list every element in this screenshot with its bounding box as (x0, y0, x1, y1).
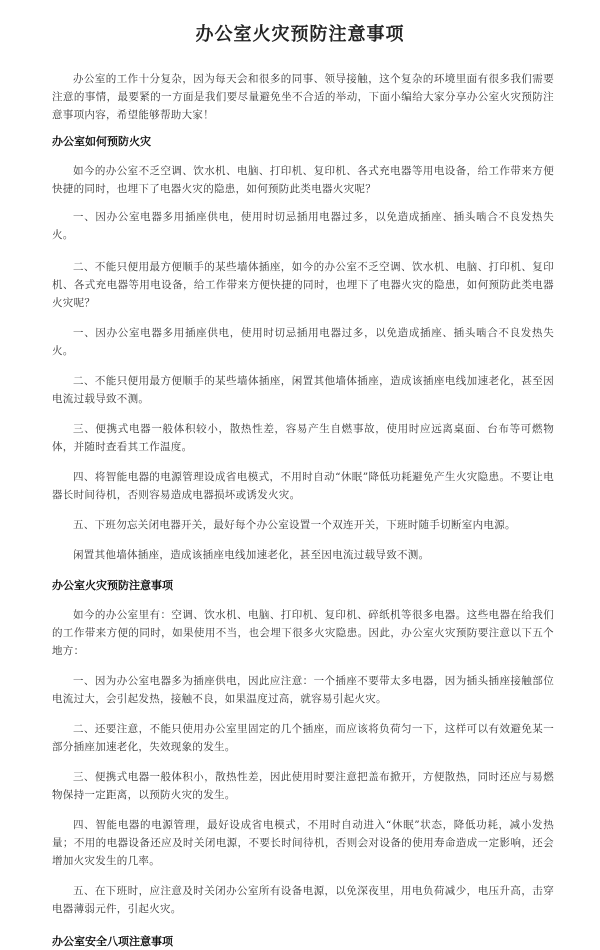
paragraph: 如今的办公室里有：空调、饮水机、电脑、打印机、复印机、碎纸机等很多电器。这些电器在给我们的工作带来方便的同时，如果使用不当，也会埋下很多火灾隐患。因此，办公室火灾预防要注意以下五个地方： (52, 609, 554, 657)
paragraph: 五、下班勿忘关闭电器开关，最好每个办公室设置一个双连开关，下班时随手切断室内电源。 (73, 519, 516, 531)
paragraph: 一、因办公室电器多用插座供电，使用时切忌插用电器过多，以免造成插座、插头啮合不良发热失火。 (52, 327, 554, 357)
paragraph: 二、还要注意，不能只使用办公室里固定的几个插座，而应该将负荷匀一下，这样可以有效避免某一部分插座加速老化，失效现象的发生。 (52, 723, 554, 753)
paragraph: 一、因为办公室电器多为插座供电，因此应注意：一个插座不要带太多电器，因为插头插座接触部位电流过大，会引起发热，接触不良，如果温度过高，就容易引起火灾。 (52, 675, 554, 705)
paragraph: 二、不能只便用最方便顺手的某些墙体插座，如今的办公室不乏空调、饮水机、电脑、打印机、复印机、各式充电器等用电设备，给工作带来方便快捷的同时，也埋下了电器火灾的隐患，如何预防此类电器火灾呢？ (52, 261, 554, 309)
paragraph: 二、不能只便用最方便顺手的某些墙体插座，闲置其他墙体插座，造成该插座电线加速老化，甚至因电流过载导致不测。 (52, 375, 554, 405)
section-heading: 办公室如何预防火灾 (52, 135, 151, 148)
paragraph: 如今的办公室不乏空调、饮水机、电脑、打印机、复印机、各式充电器等用电设备，给工作带来方便快捷的同时，也埋下了电器火灾的隐患，如何预防此类电器火灾呢？ (52, 165, 554, 195)
paragraph: 四、将智能电器的电源管理设成省电模式，不用时自动“休眠”降低功耗避免产生火灾隐患。不要让电器长时间待机，否则容易造成电器损坏或诱发火灾。 (52, 471, 554, 501)
paragraph: 五、在下班时，应注意及时关闭办公室所有设备电源，以免深夜里，用电负荷减少，电压升高，击穿电器薄弱元件，引起火灾。 (52, 885, 554, 915)
section-heading: 办公室火灾预防注意事项 (52, 579, 173, 592)
section-heading: 办公室安全八项注意事项 (52, 935, 173, 948)
paragraph: 三、便携式电器一般体积小，散热性差，因此使用时要注意把盖布掀开，方便散热，同时还应与易燃物保持一定距离，以预防火灾的发生。 (52, 771, 554, 801)
page-title: 办公室火灾预防注意事项 (195, 24, 405, 45)
paragraph: 四、智能电器的电源管理，最好设成省电模式，不用时自动进入“休眠”状态，降低功耗，减小发热量；不用的电器设备还应及时关闭电源，不要长时间待机，否则会对设备的使用寿命造成一定影响，还会增加火灾发生的几率。 (52, 819, 554, 867)
paragraph: 三、便携式电器一般体积较小，散热性差，容易产生自燃事故，使用时应远离桌面、台布等可燃物体，并随时查看其工作温度。 (52, 423, 554, 453)
intro-paragraph: 办公室的工作十分复杂，因为每天会和很多的同事、领导接触，这个复杂的环境里面有很多我们需要注意的事情，最要紧的一方面是我们要尽量避免坐不合适的举动，下面小编给大家分享办公室火灾预防注意事项内容，希望能够帮助大家！ (52, 73, 554, 121)
paragraph: 一、因办公室电器多用插座供电，使用时切忌插用电器过多，以免造成插座、插头啮合不良发热失火。 (52, 211, 554, 241)
document-body (52, 70, 554, 950)
paragraph: 闲置其他墙体插座，造成该插座电线加速老化，甚至因电流过载导致不测。 (73, 549, 430, 561)
